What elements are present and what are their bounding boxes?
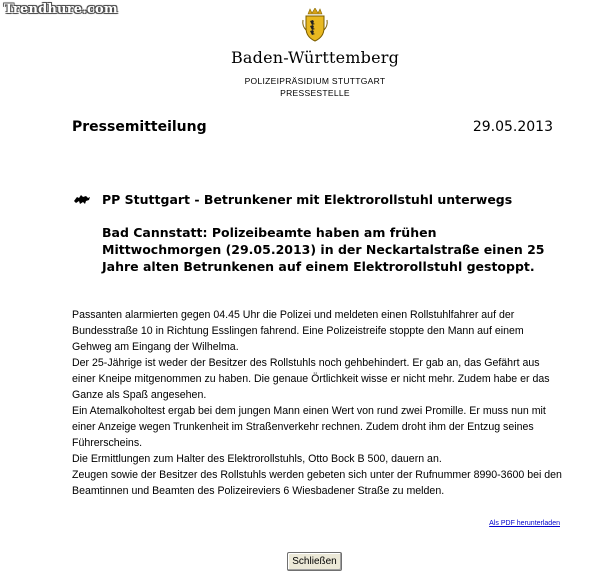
lead-paragraph: Bad Cannstatt: Polizeibeamte haben am frühen Mittwochmorgen (29.05.2013) in der Neckartalstraße einen 25 Jahre alten Betrunkenen auf einem Elektrorollstuhl gestoppt. [102, 225, 545, 274]
download-pdf-link[interactable]: Als PDF herunterladen [489, 520, 560, 527]
paragraph: Der 25-Jährige ist weder der Besitzer des Rollstuhls noch gehbehindert. Er gab an, das Gefährt aus einer Kneipe mitgenommen zu haben. Die genaue Örtlichkeit wisse er nicht mehr. Zudem habe er das Ganze als Spaß angesehen. [72, 357, 550, 401]
agency-line-2: PRESSESTELLE [280, 88, 350, 98]
letterhead [200, 8, 430, 99]
close-button[interactable]: Schließen [287, 552, 342, 571]
paragraph: Passanten alarmierten gegen 04.45 Uhr die Polizei und meldeten einen Rollstuhlfahrer auf der Bundesstraße 10 in Richtung Esslingen fahrend. Eine Polizeistreife stoppte den Mann auf einem Gehweg am Eingang der Wilhelma. [72, 309, 524, 353]
page-title: Pressemitteilung [72, 119, 207, 135]
lion-icon [73, 193, 91, 205]
body-text [72, 307, 562, 499]
state-name: Baden-Württemberg [230, 48, 400, 67]
coat-of-arms-icon [301, 8, 329, 42]
paragraph: Zeugen sowie der Besitzer des Rollstuhls werden gebeten sich unter der Rufnummer 8990-3600 bei den Beamtinnen und Beamten des Polizeireviers 6 Wiesbadener Straße zu melden. [72, 469, 562, 497]
headline: PP Stuttgart - Betrunkener mit Elektrorollstuhl unterwegs [102, 192, 513, 207]
paragraph: Die Ermittlungen zum Halter des Elektrorollstuhls, Otto Bock B 500, dauern an. [72, 453, 442, 465]
paragraph: Ein Atemalkoholtest ergab bei dem jungen Mann einen Wert von rund zwei Promille. Er muss nun mit einer Anzeige wegen Trunkenheit im Straßenverkehr rechnen. Zudem droht ihm der Entzug seines Führerscheins. [72, 405, 546, 449]
agency-line-1: POLIZEIPRÄSIDIUM STUTTGART [244, 76, 386, 86]
watermark: Trendhure.com [4, 2, 118, 17]
agency-name [200, 75, 430, 99]
press-date: 29.05.2013 [472, 119, 553, 135]
